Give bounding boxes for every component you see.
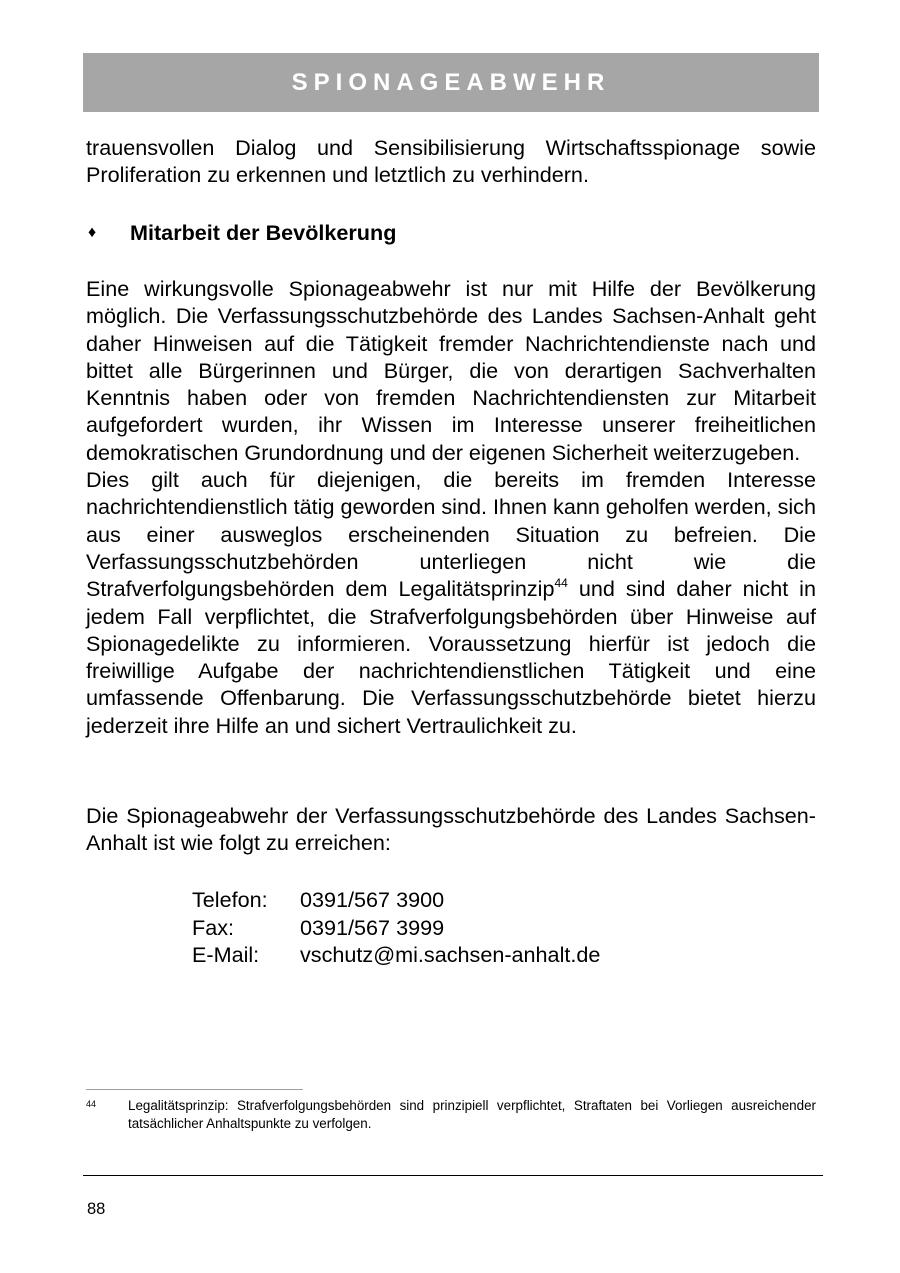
contact-table	[192, 886, 600, 969]
section-heading-text: Mitarbeit der Bevölkerung	[130, 220, 397, 245]
footnote-text: Legalitätsprinzip: Strafverfolgungsbehörden sind prinzipiell verpflichtet, Straftaten bei Vorliegen ausreichender tatsächlicher Anhaltspunkte zu verfolgen.	[128, 1098, 816, 1131]
paragraph-2-part-1: Dies gilt auch für diejenigen, die bereits im fremden Interesse nachrichtendienstlich tätig geworden sind. Ihnen kann geholfen werden, sich aus einer ausweglos erscheinenden Situation zu befreien. Die Verfassungsschutzbehörden unterliegen nicht wie die Strafverfolgungsbehörden dem Legalitätsprinzip	[86, 467, 816, 602]
contact-row-email	[192, 941, 600, 969]
intro-text: trauensvollen Dialog und Sensibilisierung Wirtschaftsspionage sowie Proliferation zu erkennen und letztlich zu verhindern.	[86, 135, 816, 188]
contact-value: 0391/567 3999	[300, 914, 445, 940]
header-band	[83, 53, 819, 112]
contact-row-phone	[192, 886, 600, 914]
paragraph-1: Eine wirkungsvolle Spionageabwehr ist nur mit Hilfe der Bevölkerung möglich. Die Verfassungsschutzbehörde des Landes Sachsen-Anhalt geht daher Hinweisen auf die Tätigkeit fremder Nachrichtendienste nach und bittet alle Bürgerinnen und Bürger, die von derartigen Sachverhalten Kenntnis haben oder von fremden Nachrichtendiensten zur Mitarbeit aufgefordert wurden, ihr Wissen im Interesse unserer freiheitlichen demokratischen Grundordnung und der eigenen Sicherheit weiterzugeben.	[86, 276, 816, 465]
contact-intro	[86, 802, 816, 857]
diamond-bullet-icon: ♦	[88, 224, 97, 241]
contact-intro-text: Die Spionageabwehr der Verfassungsschutzbehörde des Landes Sachsen-Anhalt ist wie folgt zu erreichen:	[86, 803, 816, 856]
paragraph-2-part-2: und sind daher nicht in jedem Fall verpflichtet, die Strafverfolgungsbehörden über Hinweise auf Spionagedelikte zu informieren. Voraussetzung hierfür ist jedoch die freiwillige Aufgabe der nachrichtendienstlichen Tätigkeit und eine umfassende Offenbarung. Die Verfassungsschutzbehörde bietet hierzu jederzeit ihre Hilfe an und sichert Vertraulichkeit zu.	[86, 576, 816, 738]
contact-row-fax	[192, 914, 600, 942]
contact-value: 0391/567 3900	[300, 887, 445, 912]
footnote	[86, 1097, 816, 1133]
footnote-number: 44	[86, 1099, 97, 1109]
paragraph-2	[86, 466, 816, 739]
intro-paragraph	[86, 134, 816, 189]
contact-label: Telefon:	[192, 887, 268, 912]
page-title: SPIONAGEABWEHR	[291, 68, 611, 96]
contact-label: Fax:	[192, 914, 234, 940]
body-text	[86, 275, 816, 739]
contact-label: E-Mail:	[192, 942, 260, 967]
section-heading	[86, 219, 816, 246]
footer-divider	[83, 1175, 823, 1176]
page-number: 88	[87, 1200, 106, 1218]
contact-value-email: vschutz@mi.sachsen-anhalt.de	[300, 942, 601, 967]
footnote-divider	[86, 1089, 303, 1090]
footnote-reference: 44	[554, 576, 568, 591]
